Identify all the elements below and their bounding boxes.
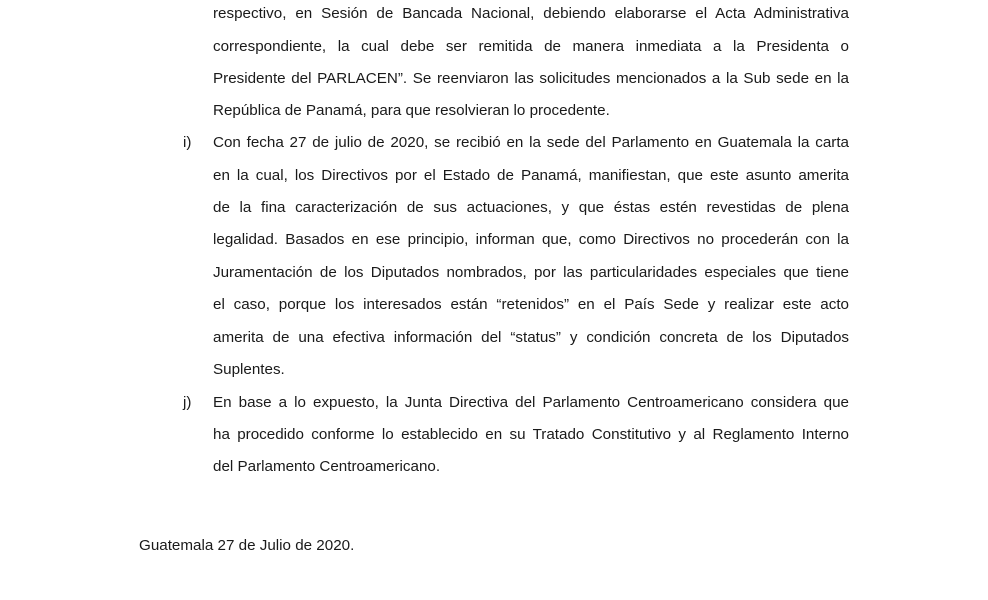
list-item-j-line: ha procedido conforme lo establecido en su Tratado Constitutivo y al Reglamento Interno: [213, 426, 849, 443]
list-item-j-line: del Parlamento Centroamericano.: [213, 458, 441, 475]
list-item-i-line: en la cual, los Directivos por el Estado de Panamá, manifiestan, que este asunto amerita: [213, 167, 849, 184]
list-item-j-line: En base a lo expuesto, la Junta Directiva del Parlamento Centroamericano considera que: [213, 394, 849, 411]
paragraph-line: República de Panamá, para que resolvieran lo procedente.: [213, 102, 610, 119]
paragraph-line: Presidente del PARLACEN”. Se reenviaron las solicitudes mencionados a la Sub sede en la: [213, 70, 849, 87]
paragraph-line: respectivo, en Sesión de Bancada Nacional, debiendo elaborarse el Acta Administrativa: [213, 5, 849, 22]
list-marker-j: j): [183, 394, 192, 411]
closing-place-date: Guatemala 27 de Julio de 2020.: [139, 537, 355, 554]
list-marker-i: i): [183, 134, 192, 151]
list-item-i-line: legalidad. Basados en ese principio, informan que, como Directivos no procederán con la: [213, 231, 849, 248]
list-item-i-line: Suplentes.: [213, 361, 285, 378]
list-item-i-line: el caso, porque los interesados están “retenidos” en el País Sede y realizar este acto: [213, 296, 849, 313]
list-item-i-line: Con fecha 27 de julio de 2020, se recibió en la sede del Parlamento en Guatemala la carta: [213, 134, 849, 151]
list-item-i-line: amerita de una efectiva información del “status” y condición concreta de los Diputados: [213, 329, 849, 346]
list-item-i-line: Juramentación de los Diputados nombrados, por las particularidades especiales que tiene: [213, 264, 849, 281]
list-item-i-line: de la fina caracterización de sus actuaciones, y que éstas estén revestidas de plena: [213, 199, 849, 216]
paragraph-line: correspondiente, la cual debe ser remitida de manera inmediata a la Presidenta o: [213, 38, 849, 55]
